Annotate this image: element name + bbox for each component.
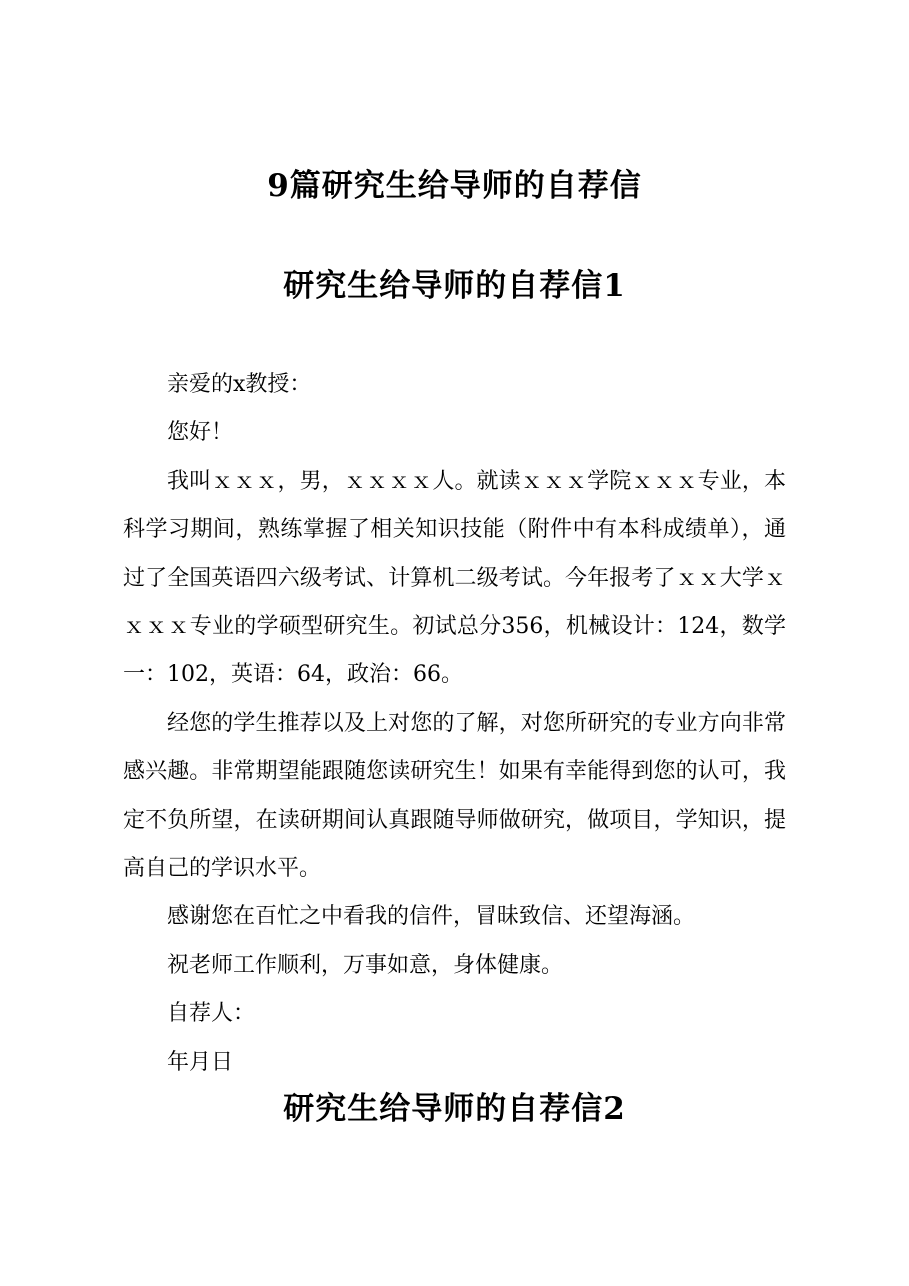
- letter-body: [123, 361, 786, 1087]
- section-heading-1: 研究生给导师的自荐信1: [283, 268, 626, 304]
- salutation: 亲爱的x教授：: [167, 372, 312, 397]
- date-line: 年月日: [167, 1049, 234, 1075]
- section-heading-2: 研究生给导师的自荐信2: [283, 1091, 626, 1127]
- paragraph-introduction: 我叫ｘｘｘ，男，ｘｘｘｘ人。就读ｘｘｘ学院ｘｘｘ专业，本科学习期间，熟练掌握了相关知识技能（附件中有本科成绩单），通过了全国英语四六级考试、计算机二级考试。今年报考了ｘｘ大学ｘｘｘｘ专业的学硕型研究生。初试总分356，机械设计：124，数学一：102，英语：64，政治：66。: [123, 468, 786, 688]
- signature-line: 自荐人：: [167, 1001, 256, 1027]
- paragraph-wishes: 祝老师工作顺利，万事如意，身体健康。: [167, 952, 564, 978]
- paragraph-thanks: 感谢您在百忙之中看我的信件，冒昧致信、还望海涵。: [167, 904, 696, 930]
- greeting: 您好！: [167, 420, 234, 446]
- document-title: 9篇研究生给导师的自荐信: [267, 168, 642, 204]
- paragraph-interest: 经您的学生推荐以及上对您的了解，对您所研究的专业方向非常感兴趣。非常期望能跟随您读研究生！如果有幸能得到您的认可，我定不负所望，在读研期间认真跟随导师做研究，做项目，学知识，提高自己的学识水平。: [123, 710, 786, 882]
